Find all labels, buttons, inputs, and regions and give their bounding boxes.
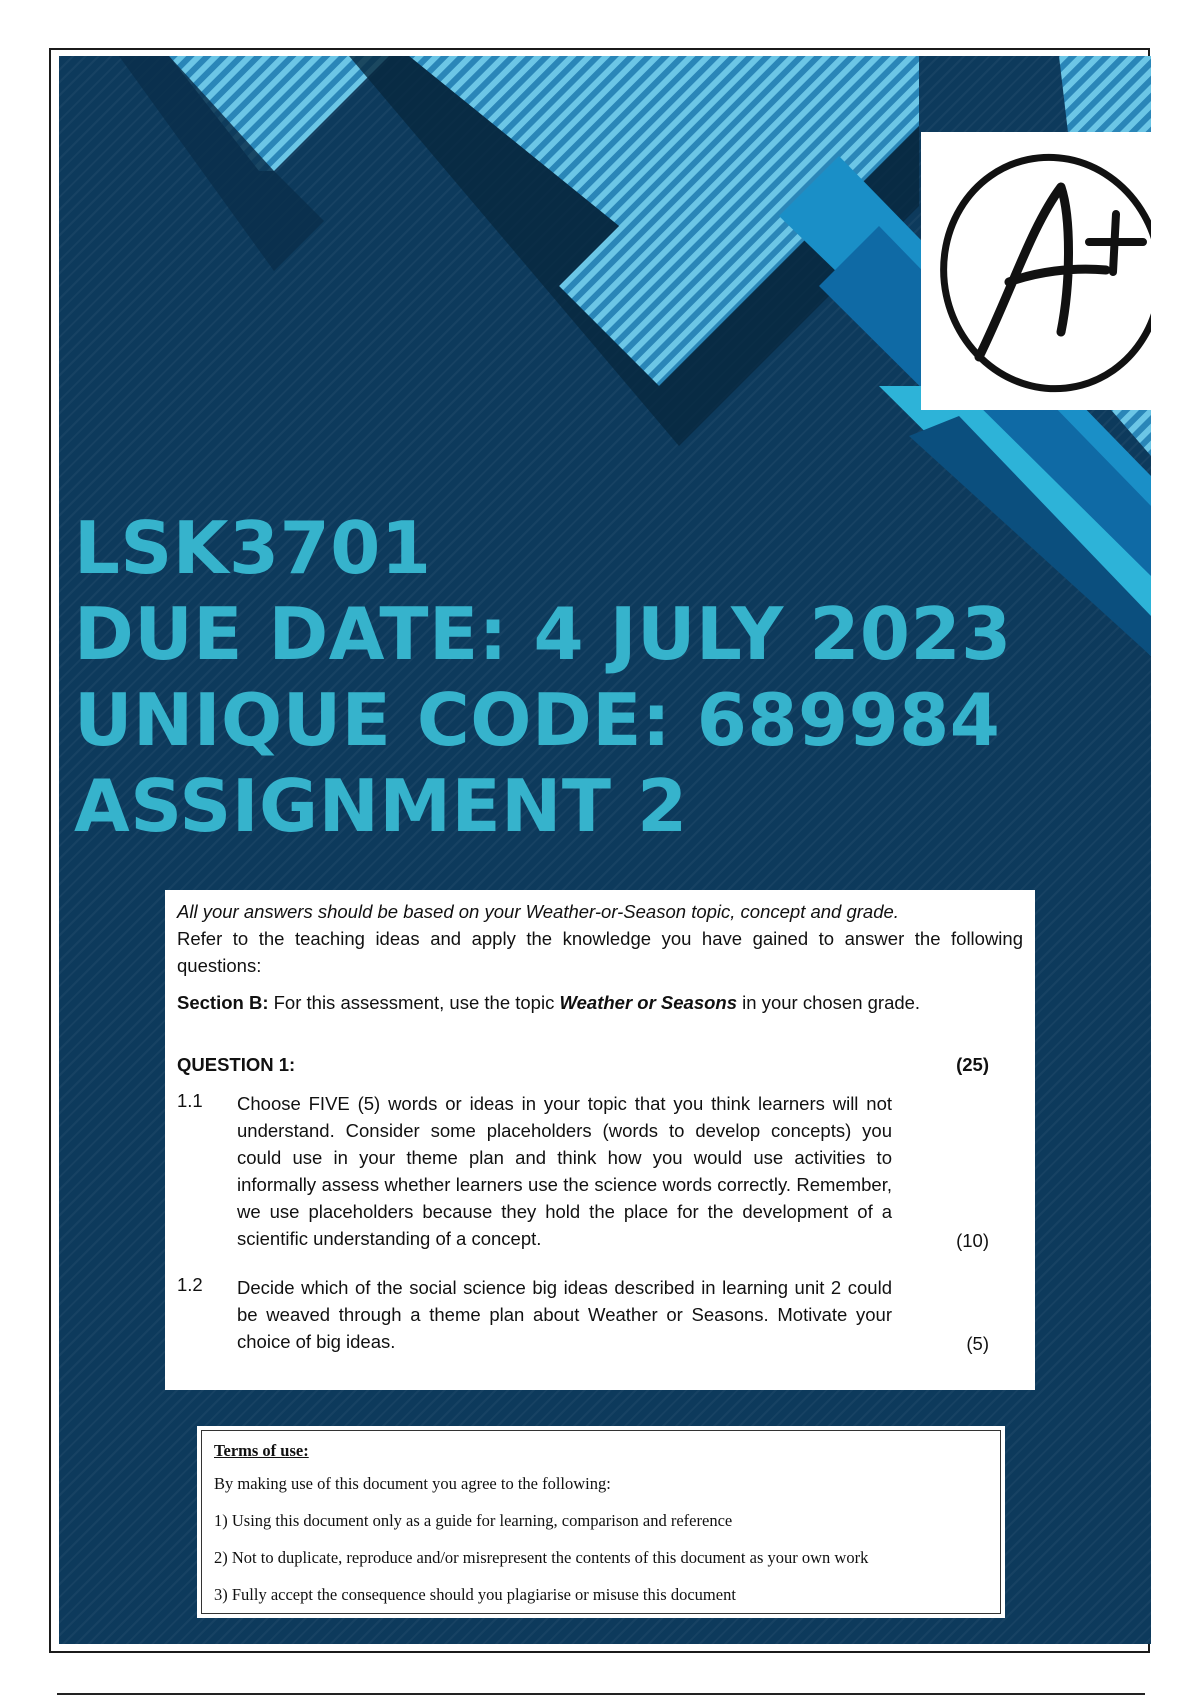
terms-title: Terms of use: [214,1441,309,1460]
cover-title-block [74,505,1012,849]
section-label: Section B: [177,992,269,1013]
cover-page [59,56,1151,1644]
footer-divider [57,1693,1145,1695]
item-marks: (5) [966,1333,989,1354]
item-text: Choose FIVE (5) words or ideas in your topic that you think learners will not understand. Consider some placeholders (words to develop concepts) you could use in your theme plan and think how you would use activities to informally assess whether learners use the science words correctly. Remember, we use placeholders because they hold the place for the development of a scientific understanding of a concept. [237,1093,892,1249]
section-topic: Weather or Seasons [559,992,738,1013]
item-number: 1.1 [177,1090,203,1111]
grade-logo [921,132,1151,410]
assignment-title: ASSIGNMENT 2 [74,764,688,848]
question-item [177,1274,1023,1355]
unique-code: UNIQUE CODE: 689984 [74,678,1001,762]
terms-intro: By making use of this document you agree to the following: [214,1474,611,1493]
terms-item: 3) Fully accept the consequence should you plagiarise or misuse this document [214,1585,736,1604]
item-marks: (10) [956,1230,989,1251]
item-number: 1.2 [177,1274,203,1295]
question-total-marks: (25) [956,1054,989,1075]
section-text-2: in your chosen grade. [737,992,921,1013]
question-title: QUESTION 1: [177,1054,296,1075]
section-text-1: For this assessment, use the topic [268,992,560,1013]
terms-item: 1) Using this document only as a guide for learning, comparison and reference [214,1511,733,1530]
due-date: DUE DATE: 4 JULY 2023 [74,592,1012,676]
question-item [177,1090,1023,1252]
question-panel [165,890,1035,1390]
section-b-instruction [177,989,1023,1016]
terms-item: 2) Not to duplicate, reproduce and/or misrepresent the contents of this document as your own work [214,1548,869,1567]
item-text: Decide which of the social science big ideas described in learning unit 2 could be weaved through a theme plan about Weather or Seasons. Motivate your choice of big ideas. [237,1277,892,1352]
intro-text: Refer to the teaching ideas and apply the knowledge you have gained to answer the following questions: [177,928,1023,976]
intro-italic: All your answers should be based on your Weather-or-Season topic, concept and grade. [177,901,899,922]
course-code: LSK3701 [74,506,432,590]
question-heading [177,1054,1023,1076]
a-plus-seal-icon [921,132,1151,410]
terms-of-use-panel [197,1426,1005,1618]
